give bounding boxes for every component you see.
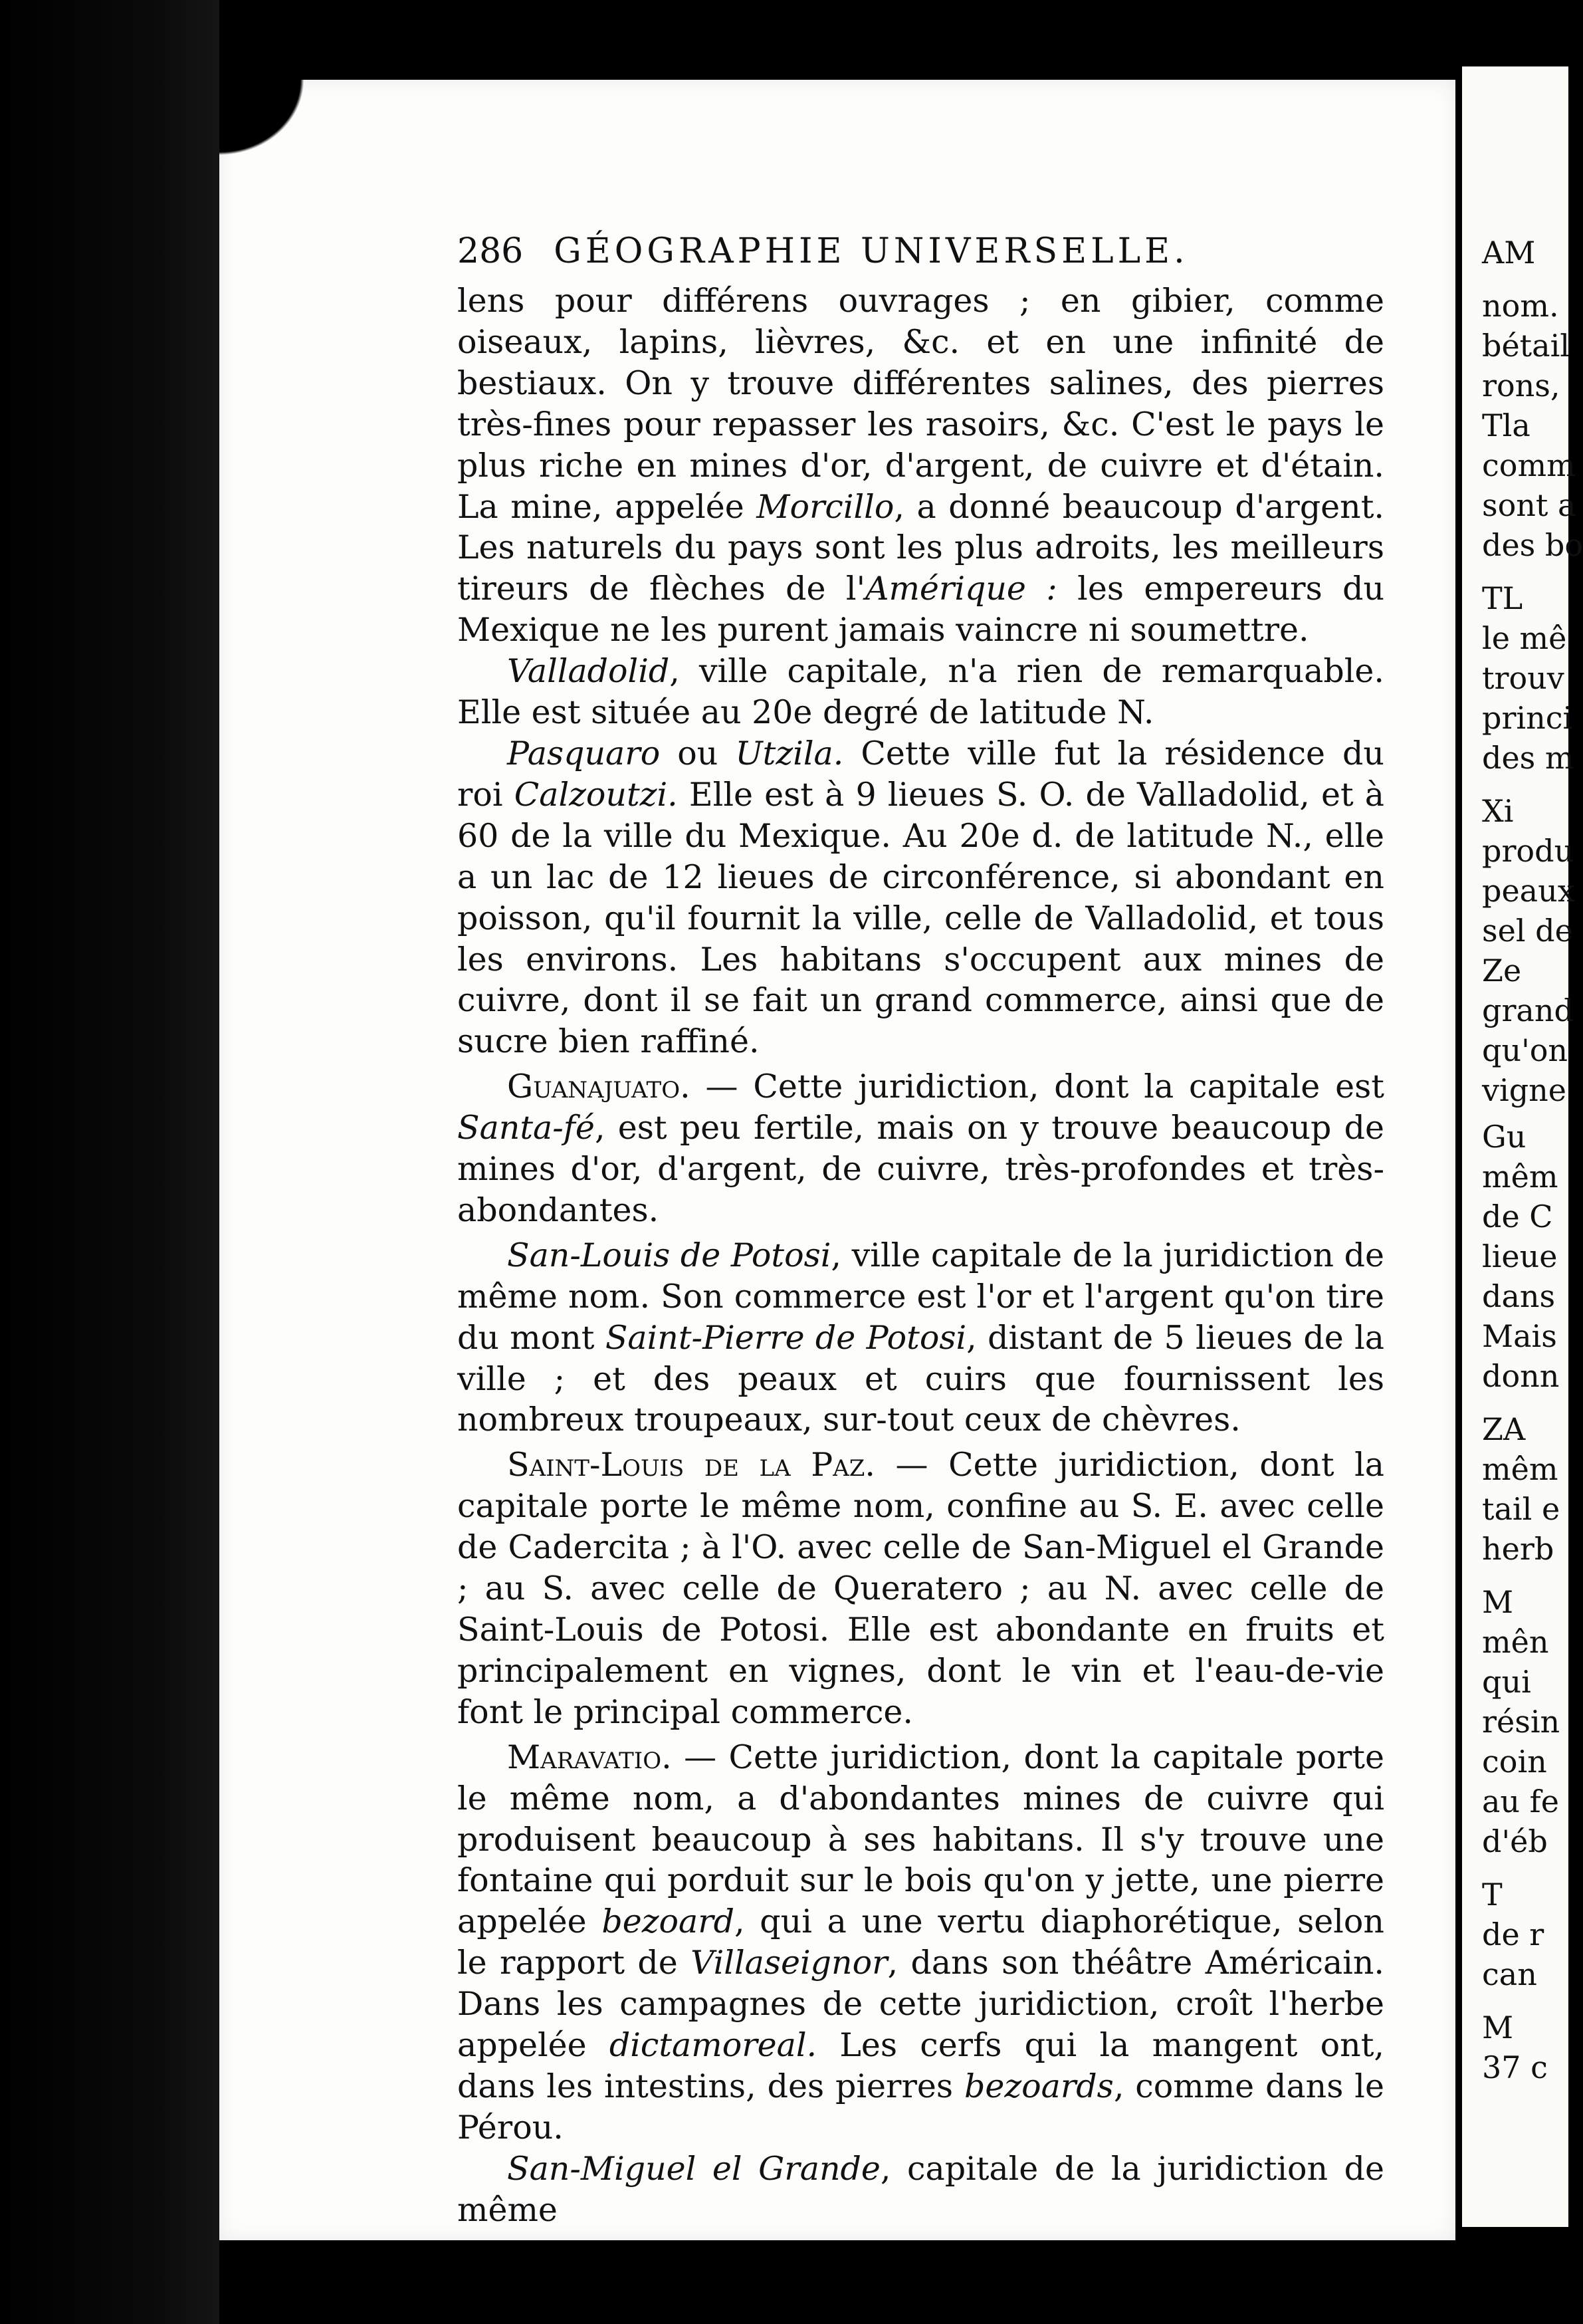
- italic-term: Pasquaro: [507, 734, 661, 772]
- facing-page-fragment: des m: [1482, 740, 1574, 776]
- text-run: ou: [660, 734, 736, 772]
- running-header: [457, 225, 1388, 278]
- facing-page-fragment: sel de: [1482, 913, 1573, 949]
- facing-page-fragment: grand: [1482, 992, 1574, 1028]
- text-run: , est peu fertile, mais on y trouve beaucoup de mines d'or, d'argent, de cuivre, très-profondes et très-abondantes.: [457, 1109, 1384, 1229]
- text-run: — Cette juridiction, dont la capitale porte le même nom, confine au S. E. avec celle de Cadercita ; à l'O. avec celle de San-Miguel el Grande ; au S. avec celle de Queratero ; au N. avec celle de Saint-Louis de Potosi. Elle est abondante en fruits et principalement en vignes, dont le vin et l'eau-de-vie font le principal commerce.: [457, 1446, 1384, 1731]
- facing-page-fragment: lieue: [1482, 1238, 1558, 1274]
- text-run: — Cette juridiction, dont la capitale porte le même nom, a d'abondantes mines de cuivre qui produisent beaucoup à ses habitans. Il s'y trouve une fontaine qui porduit sur le bois qu'on y jette, une pierre appelée: [457, 1738, 1384, 1941]
- facing-page-fragment: T: [1482, 1877, 1503, 1913]
- facing-page-edge: [1462, 66, 1583, 2227]
- facing-page-fragment: mêm: [1482, 1451, 1558, 1487]
- page-corner-fold: [219, 80, 339, 186]
- text-run: , a donné beaucoup d'argent. Les naturels du pays sont les plus adroits, les meilleurs tireurs de flèches de l': [457, 487, 1385, 608]
- italic-term: San-Miguel el Grande: [507, 2149, 881, 2188]
- facing-page-fragment: peaux: [1482, 873, 1575, 909]
- italic-term: Santa-fé: [457, 1109, 595, 1147]
- facing-page-fragment: Xi: [1482, 793, 1514, 829]
- text-run: , ville capitale, n'a rien de remarquable. Elle est située au 20e degré de latitude N.: [457, 652, 1384, 732]
- facing-page-fragment: Ze: [1482, 953, 1522, 988]
- scan-dark-border: [0, 0, 219, 2324]
- facing-page-fragment: AM: [1482, 235, 1536, 271]
- page-body-text: [457, 281, 1384, 2231]
- facing-page-fragment: mêm: [1482, 1159, 1558, 1195]
- text-run: lens pour différens ouvrages ; en gibier, comme oiseaux, lapins, lièvres, &c. et en une infinité de bestiaux. On y trouve différentes salines, des pierres très-fines pour repasser les rasoirs, &c. C'est le pays le plus riche en mines d'or, d'argent, de cuivre et d'étain. La mine, appelée: [457, 282, 1384, 526]
- text-run: — Cette juridiction, dont la capitale est: [690, 1068, 1384, 1106]
- facing-page-fragment: des bo: [1482, 527, 1583, 563]
- paragraph: [457, 1235, 1384, 1441]
- text-run: , distant de 5 lieues de la ville ; et des peaux et cuirs que fournissent les nombreux troupeaux, sur-tout ceux de chèvres.: [457, 1318, 1384, 1439]
- text-run: , capitale de la juridiction de même: [457, 2149, 1384, 2229]
- facing-page-fragment: de C: [1482, 1199, 1553, 1234]
- italic-term: Amérique :: [865, 570, 1057, 608]
- italic-term: Morcillo: [756, 487, 895, 526]
- italic-term: Valladolid: [507, 652, 670, 691]
- facing-page-fragment: vigne: [1482, 1072, 1566, 1108]
- italic-term: bezoard: [601, 1903, 735, 1941]
- italic-term: dictamoreal.: [609, 2026, 817, 2065]
- facing-page-fragment: ZA: [1482, 1411, 1526, 1447]
- facing-page-fragment: tail e: [1482, 1491, 1560, 1527]
- facing-page-fragment: rons,: [1482, 368, 1560, 404]
- facing-page-fragment: nom.: [1482, 288, 1559, 324]
- italic-term: Villaseignor: [690, 1944, 888, 1982]
- text-run: , ville capitale de la juridiction de même nom. Son commerce est l'or et l'argent qu'on tire du mont: [457, 1236, 1384, 1357]
- text-run: Les cerfs qui la mangent ont, dans les intestins, des pierres: [457, 2026, 1384, 2105]
- facing-page-fragment: au fe: [1482, 1784, 1559, 1819]
- italic-term: Saint-Pierre de Potosi: [605, 1318, 967, 1357]
- facing-page-fragment: herb: [1482, 1531, 1554, 1567]
- italic-term: San-Louis de Potosi: [507, 1236, 831, 1274]
- facing-page-fragment: princi: [1482, 700, 1573, 736]
- text-run: , qui a une vertu diaphorétique, selon le rapport de: [457, 1903, 1384, 1982]
- italic-term: bezoards: [964, 2067, 1114, 2105]
- section-heading: Guanajuato.: [507, 1068, 690, 1106]
- facing-page-fragment: Mais: [1482, 1318, 1557, 1354]
- paragraph: [457, 651, 1384, 733]
- paragraph: [457, 733, 1384, 1062]
- facing-page-fragment: qu'on: [1482, 1032, 1568, 1068]
- text-run: Cette ville fut la résidence du roi: [457, 734, 1384, 814]
- text-run: les empereurs du Mexique ne les purent jamais vaincre ni soumettre.: [457, 570, 1385, 649]
- section-heading: Maravatio.: [507, 1738, 672, 1776]
- facing-page-fragment: donn: [1482, 1358, 1560, 1394]
- facing-page-fragment: comm: [1482, 447, 1576, 483]
- paragraph: [457, 2149, 1384, 2231]
- paragraph: [457, 281, 1384, 651]
- text-run: Elle est à 9 lieues S. O. de Valladolid, et à 60 de la ville du Mexique. Au 20e d. de latitude N., elle a un lac de 12 lieues de circonférence, si abondant en poisson, qu'il fournit la ville, celle de Valladolid, et tous les environs. Les habitans s'occupent aux mines de cuivre, dont il se fait un grand commerce, ainsi que de sucre bien raffiné.: [457, 775, 1384, 1061]
- facing-page-fragment: 37 c: [1482, 2049, 1548, 2085]
- facing-page-fragment: résin: [1482, 1704, 1560, 1740]
- facing-page-fragment: M: [1482, 2010, 1514, 2045]
- facing-page-fragment: TL: [1482, 580, 1523, 616]
- text-run: , dans son théâtre Américain. Dans les campagnes de cette juridiction, croît l'herbe appelée: [457, 1944, 1384, 2065]
- facing-page-fragment: dans: [1482, 1278, 1556, 1314]
- facing-page-fragment: can: [1482, 1956, 1537, 1992]
- facing-page-fragment: le mê: [1482, 620, 1567, 656]
- facing-page-fragment: trouv: [1482, 660, 1564, 696]
- facing-page-fragment: Gu: [1482, 1119, 1527, 1155]
- text-run: , comme dans le Pérou.: [457, 2067, 1384, 2147]
- facing-page-fragment: Tla: [1482, 407, 1530, 443]
- facing-page-fragment: qui: [1482, 1664, 1531, 1700]
- section-heading: Saint-Louis de la Paz.: [507, 1446, 875, 1484]
- italic-term: Utzila.: [735, 734, 844, 772]
- facing-page-fragment: d'éb: [1482, 1823, 1548, 1859]
- paragraph: [457, 1066, 1384, 1231]
- italic-term: Calzoutzi.: [514, 775, 678, 814]
- paragraph: [457, 1445, 1384, 1732]
- facing-page-fragment: M: [1482, 1584, 1514, 1620]
- page-number: 286: [457, 231, 524, 271]
- facing-page-fragment: produ: [1482, 833, 1574, 869]
- running-title: GÉOGRAPHIE UNIVERSELLE.: [554, 231, 1189, 271]
- facing-page-fragment: coin: [1482, 1744, 1547, 1780]
- facing-page-fragment: mên: [1482, 1624, 1549, 1660]
- facing-page-fragment: sont a: [1482, 487, 1576, 523]
- facing-page-fragment: de r: [1482, 1917, 1544, 1952]
- facing-page-fragment: bétail: [1482, 328, 1570, 364]
- paragraph: [457, 1737, 1384, 2149]
